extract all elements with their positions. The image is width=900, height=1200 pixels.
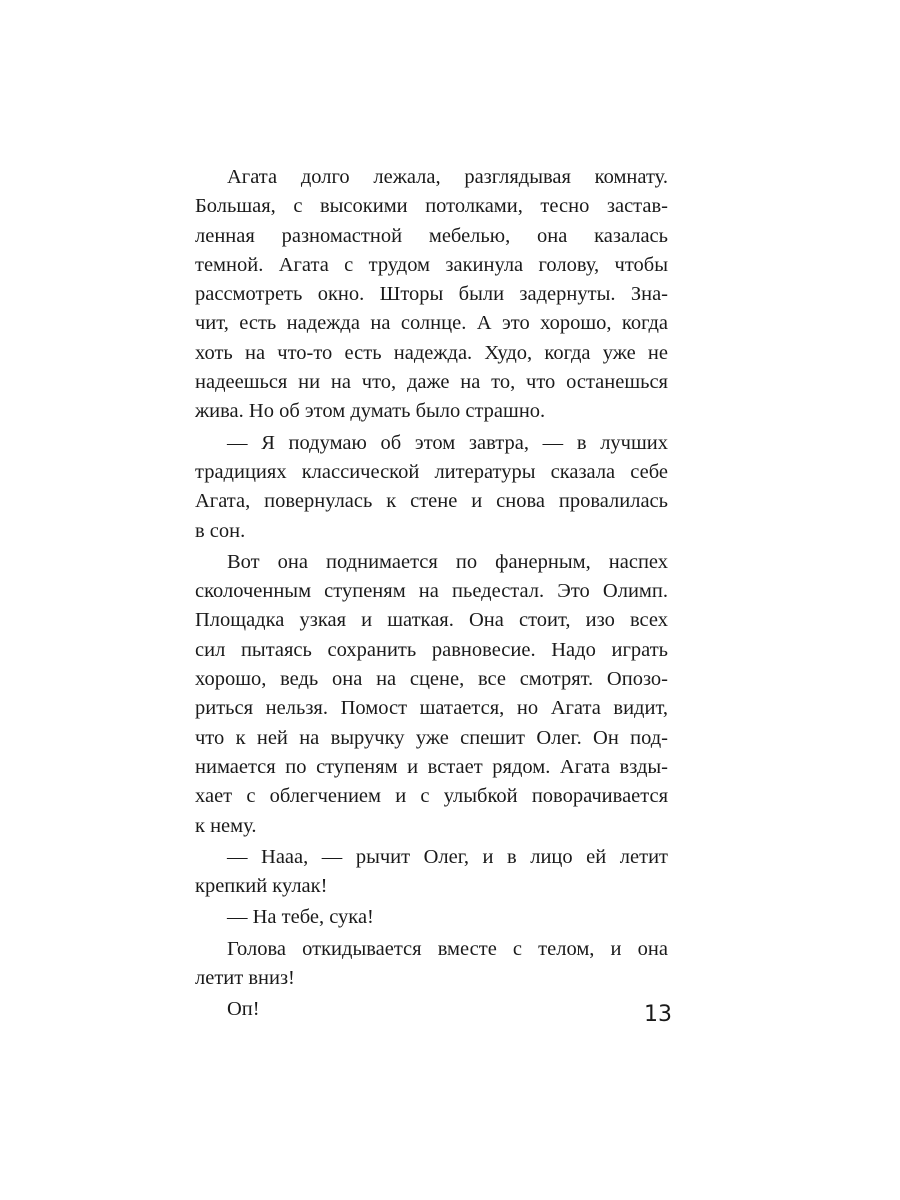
- text-line: — Нааа, — рычит Олег, и в лицо ей летит: [227, 845, 668, 868]
- text-line: что к ней на выручку уже спешит Олег. Он под-: [195, 726, 668, 749]
- paragraph: [195, 843, 668, 902]
- page-number: 13: [644, 1002, 672, 1027]
- text-line: темной. Агата с трудом закинула голову, чтобы: [195, 253, 668, 276]
- text-line: Агата, повернулась к стене и снова провалилась: [195, 490, 668, 513]
- paragraph: [195, 935, 668, 994]
- text-line: риться нельзя. Помост шатается, но Агата видит,: [195, 697, 668, 720]
- text-line: Вот она поднимается по фанерным, наспех: [227, 550, 668, 573]
- text-line: Агата долго лежала, разглядывая комнату.: [227, 166, 668, 188]
- paragraph: [195, 903, 668, 932]
- text-line: — На тебе, сука!: [227, 906, 374, 929]
- text-line: — Я подумаю об этом завтра, — в лучших: [227, 431, 668, 454]
- text-line: чит, есть надежда на солнце. А это хорошо, когда: [195, 312, 668, 335]
- text-line: нимается по ступеням и встает рядом. Агата взды-: [195, 755, 668, 778]
- text-line: сил пытаясь сохранить равновесие. Надо играть: [195, 638, 668, 661]
- text-line: сколоченным ступеням на пьедестал. Это Олимп.: [195, 580, 668, 603]
- text-line: крепкий кулак!: [195, 875, 328, 898]
- text-line: к нему.: [195, 814, 257, 837]
- text-line: ленная разномастной мебелью, она казалась: [195, 224, 668, 247]
- body-text: [195, 163, 668, 1027]
- text-line: хоть на что-то есть надежда. Худо, когда уже не: [195, 341, 668, 364]
- text-line: рассмотреть окно. Шторы были задернуты. Зна-: [195, 283, 668, 306]
- text-line: хает с облегчением и с улыбкой поворачивается: [195, 785, 668, 808]
- text-line: Большая, с высокими потолками, тесно застав-: [195, 195, 668, 218]
- paragraph: [195, 429, 668, 546]
- text-line: надеешься ни на что, даже на то, что останешься: [195, 371, 668, 394]
- text-line: в сон.: [195, 519, 246, 542]
- text-line: традициях классической литературы сказала себе: [195, 460, 668, 483]
- text-line: жива. Но об этом думать было страшно.: [195, 400, 546, 423]
- text-line: хорошо, ведь она на сцене, все смотрят. Опозо-: [195, 668, 668, 691]
- text-line: Площадка узкая и шаткая. Она стоит, изо всех: [195, 609, 668, 632]
- text-line: Голова откидывается вместе с телом, и она: [227, 937, 668, 960]
- text-line: Оп!: [227, 998, 260, 1021]
- paragraph: [195, 163, 668, 427]
- text-line: летит вниз!: [195, 967, 295, 990]
- paragraph: [195, 995, 668, 1024]
- paragraph: [195, 548, 668, 841]
